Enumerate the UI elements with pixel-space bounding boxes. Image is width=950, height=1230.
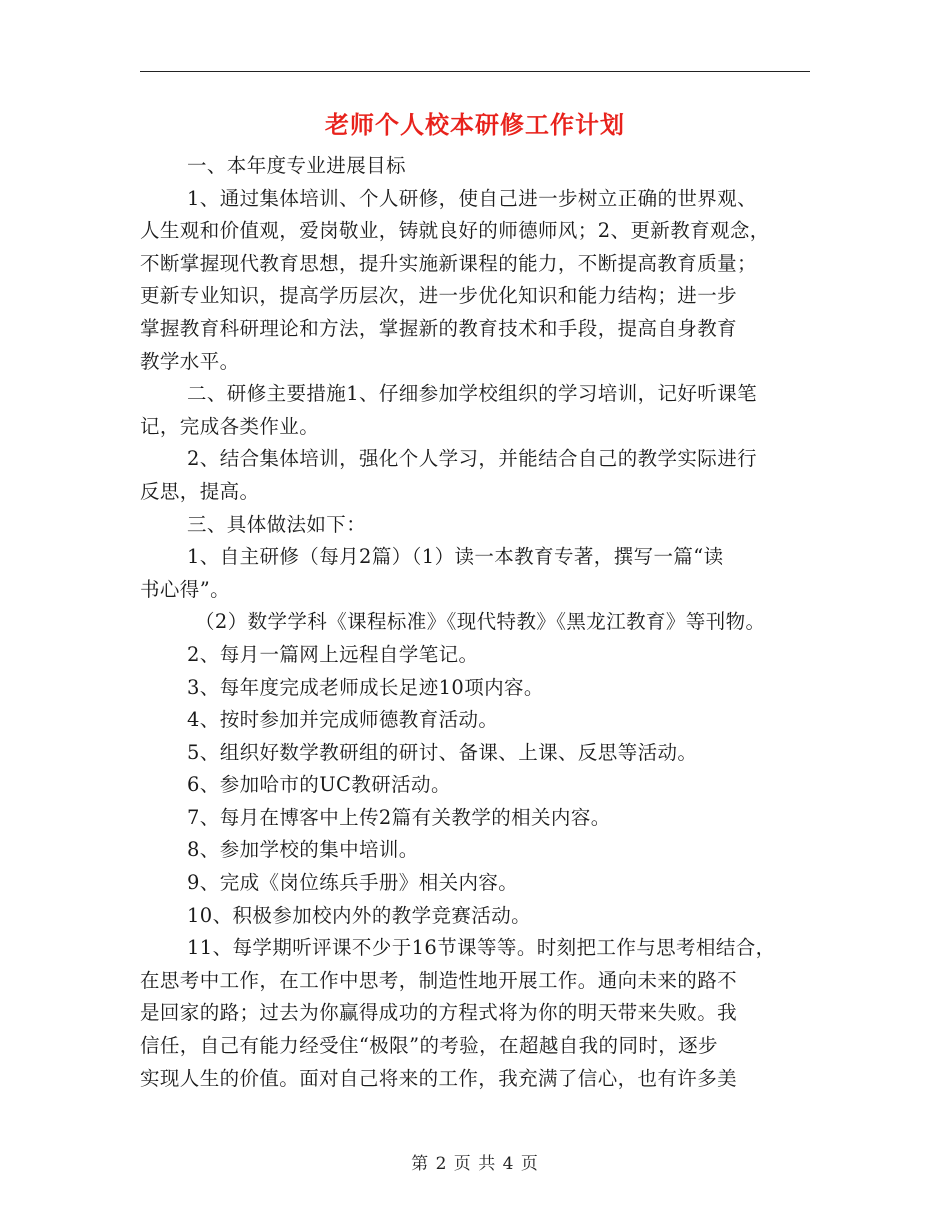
- paragraph-line: 不断掌握现代教育思想，提升实施新课程的能力，不断提高教育质量；: [140, 251, 757, 275]
- list-item: 9、完成《岗位练兵手册》相关内容。: [187, 871, 519, 895]
- paragraph-line: 在思考中工作，在工作中思考，制造性地开展工作。通向未来的路不: [140, 968, 738, 992]
- page-number-footer: 第 2 页 共 4 页: [411, 1154, 539, 1174]
- paragraph-line: 人生观和价值观，爱岗敬业，铸就良好的师德师风；2、更新教育观念，: [140, 219, 770, 243]
- section-heading-measures: 二、研修主要措施1、仔细参加学校组织的学习培训，记好听课笔: [187, 382, 758, 406]
- paragraph-line: 信任，自己有能力经受住“极限”的考验，在超越自我的同时，逐步: [140, 1034, 718, 1058]
- paragraph-line: 教学水平。: [140, 349, 240, 373]
- list-item: 6、参加哈市的UC教研活动。: [187, 773, 451, 797]
- section-heading-methods: 三、具体做法如下：: [187, 512, 367, 536]
- section-heading-goals: 一、本年度专业进展目标: [187, 154, 406, 177]
- list-item: 5、组织好数学教研组的研讨、备课、上课、反思等活动。: [187, 740, 698, 764]
- list-item: 8、参加学校的集中培训。: [187, 838, 419, 862]
- list-item-continuation: 书心得”。: [140, 577, 230, 601]
- document-title: 老师个人校本研修工作计划: [325, 110, 625, 139]
- list-item: 11、每学期听评课不少于16节课等等。时刻把工作与思考相结合，: [187, 936, 776, 960]
- paragraph-line: 2、结合集体培训，强化个人学习，并能结合自己的教学实际进行: [187, 447, 758, 471]
- paragraph-line: 更新专业知识，提高学历层次，进一步优化知识和能力结构；进一步: [140, 284, 738, 308]
- list-item: 7、每月在博客中上传2篇有关教学的相关内容。: [187, 805, 611, 829]
- paragraph-line: 1、通过集体培训、个人研修，使自己进一步树立正确的世界观、: [187, 186, 758, 210]
- paragraph-line: 是回家的路；过去为你赢得成功的方程式将为你的明天带来失败。我: [140, 1001, 738, 1025]
- paragraph-line: 反思，提高。: [140, 479, 260, 503]
- list-item: 1、自主研修（每月2篇）（1）读一本教育专著，撰写一篇“读: [187, 545, 724, 569]
- paragraph-line: 掌握教育科研理论和方法，掌握新的教育技术和手段，提高自身教育: [140, 316, 738, 340]
- list-item: （2）数学学科《课程标准》《现代特教》《黑龙江教育》等刊物。: [195, 610, 766, 634]
- header-rule: [140, 71, 810, 72]
- paragraph-line: 实现人生的价值。面对自己将来的工作，我充满了信心，也有许多美: [140, 1066, 738, 1090]
- list-item: 2、每月一篇网上远程自学笔记。: [187, 642, 479, 666]
- paragraph-line: 记，完成各类作业。: [140, 414, 320, 438]
- list-item: 3、每年度完成老师成长足迹10项内容。: [187, 675, 544, 699]
- document-body: [140, 150, 820, 1095]
- list-item: 4、按时参加并完成师德教育活动。: [187, 708, 499, 732]
- list-item: 10、积极参加校内外的教学竞赛活动。: [187, 903, 532, 927]
